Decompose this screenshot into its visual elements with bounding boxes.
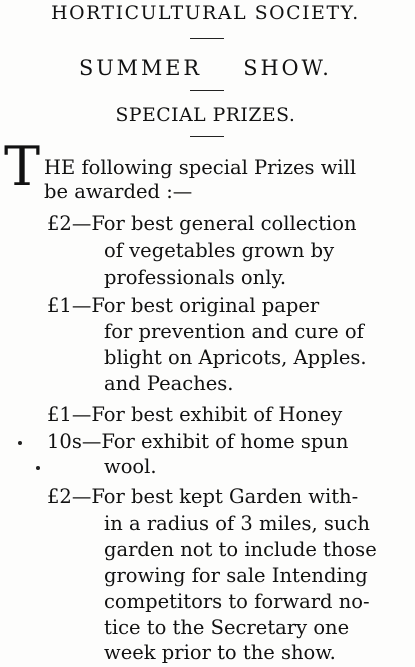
prize-item (47, 430, 348, 454)
prize-text: in a radius of 3 miles, such (104, 512, 370, 535)
prize-text: For exhibit of home spun (101, 430, 349, 453)
prize-text: For best original paper (91, 294, 320, 317)
prize-text: for prevention and cure of (104, 320, 364, 343)
prize-text: blight on Apricots, Apples. (104, 346, 367, 369)
drop-cap: T (4, 135, 41, 198)
prize-text: growing for sale Intending (104, 564, 368, 587)
print-speck (18, 441, 22, 445)
prize-item (47, 403, 342, 427)
prize-item (47, 485, 358, 509)
prize-item (47, 294, 319, 318)
prize-text: garden not to include those (104, 538, 377, 561)
prize-text: For best general collection (91, 212, 357, 235)
divider-rule (190, 136, 224, 137)
prize-text: and Peaches. (104, 372, 234, 395)
section-title: SPECIAL PRIZES. (115, 104, 296, 126)
prize-text: competitors to forward no- (104, 590, 370, 613)
prize-text: tice to the Secretary one (104, 616, 350, 639)
prize-text: professionals only. (104, 266, 287, 289)
intro-line: HE following special Prizes will (44, 156, 357, 179)
prize-amount: £2— (47, 485, 92, 508)
show-title: SUMMER SHOW. (78, 56, 332, 80)
prize-text: For best kept Garden with- (91, 485, 359, 508)
intro-line: be awarded :— (44, 180, 193, 203)
prize-amount: £2— (47, 212, 92, 235)
prize-amount: £1— (47, 403, 92, 426)
divider-rule (190, 38, 224, 39)
prize-amount: £1— (47, 294, 92, 317)
prize-text: week prior to the show. (104, 641, 336, 664)
prize-text: of vegetables grown by (104, 239, 335, 262)
print-speck (36, 466, 40, 470)
prize-amount: 10s— (47, 430, 102, 453)
society-title: HORTICULTURAL SOCIETY. (51, 2, 360, 24)
prize-text: wool. (104, 455, 157, 478)
prize-text: For best exhibit of Honey (91, 403, 343, 426)
divider-rule (190, 90, 224, 91)
prize-item (47, 212, 357, 236)
